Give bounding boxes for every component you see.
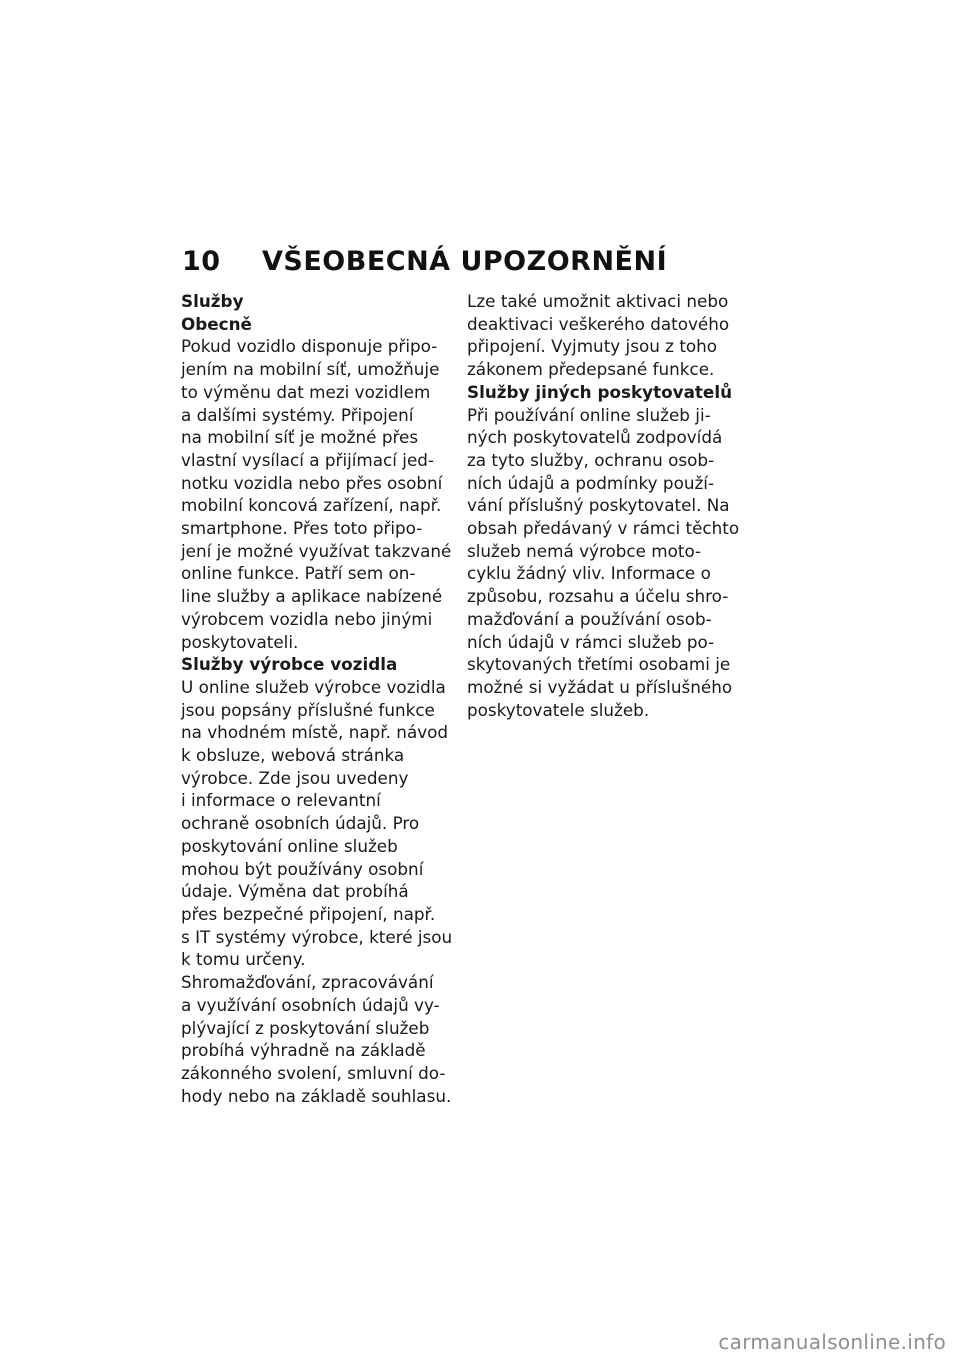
left-text-line: k obsluze, webová stránka bbox=[181, 745, 405, 766]
left-text-line: Shromažďování, zpracovávání bbox=[181, 972, 434, 993]
left-text-line: na vhodném místě, např. návod bbox=[181, 722, 449, 743]
left-text-line: a dalšími systémy. Připojení bbox=[181, 404, 414, 425]
right-text-line: cyklu žádný vliv. Informace o bbox=[467, 563, 711, 584]
left-text-line: poskytování online služeb bbox=[181, 835, 398, 856]
right-text-line: obsah předávaný v rámci těchto bbox=[467, 518, 740, 539]
left-text-line: mohou být používány osobní bbox=[181, 858, 424, 879]
left-text-line: k tomu určeny. bbox=[181, 949, 306, 970]
left-text-line: přes bezpečné připojení, např. bbox=[181, 903, 436, 924]
right-text-line: služeb nemá výrobce moto- bbox=[467, 540, 702, 561]
left-text-line: údaje. Výměna dat probíhá bbox=[181, 881, 409, 902]
left-text-line: s IT systémy výrobce, které jsou bbox=[181, 926, 453, 947]
left-text-line: ochraně osobních údajů. Pro bbox=[181, 813, 420, 834]
right-text-line: ních údajů a podmínky použí- bbox=[467, 472, 714, 493]
left-text-line: probíhá výhradně na základě bbox=[181, 1040, 426, 1061]
right-text-line: poskytovatele služeb. bbox=[467, 699, 650, 720]
right-text-line: způsobu, rozsahu a účelu shro- bbox=[467, 586, 729, 607]
left-text-line: a využívání osobních údajů vy- bbox=[181, 994, 440, 1015]
right-text-line: zákonem předepsané funkce. bbox=[467, 359, 715, 380]
left-text-line: mobilní koncová zařízení, např. bbox=[181, 495, 442, 516]
left-text-line: to výměnu dat mezi vozidlem bbox=[181, 381, 431, 402]
right-text-line: možné si vyžádat u příslušného bbox=[467, 676, 733, 697]
chapter-header bbox=[182, 246, 667, 277]
left-text-line: line služby a aplikace nabízené bbox=[181, 586, 443, 607]
left-text-line: jení je možné využívat takzvané bbox=[181, 540, 452, 561]
left-text-line: jsou popsány příslušné funkce bbox=[181, 699, 435, 720]
left-text-line: notku vozidla nebo přes osobní bbox=[181, 472, 443, 493]
right-text-line: skytovaných třetími osobami je bbox=[467, 654, 731, 675]
left-text-line: i informace o relevantní bbox=[181, 790, 381, 811]
left-section-heading: Služby výrobce vozidla bbox=[181, 654, 398, 675]
left-text-line: jením na mobilní síť, umožňuje bbox=[181, 359, 440, 380]
left-text-line: U online služeb výrobce vozidla bbox=[181, 676, 446, 697]
right-text-line: ních údajů v rámci služeb po- bbox=[467, 631, 715, 652]
left-text-line: Pokud vozidlo disponuje připo- bbox=[181, 336, 438, 357]
right-text-column bbox=[467, 290, 757, 721]
left-section-heading: Obecně bbox=[181, 313, 252, 334]
right-section-heading: Služby jiných poskytovatelů bbox=[467, 381, 733, 402]
right-text-line: ných poskytovatelů zodpovídá bbox=[467, 427, 723, 448]
left-text-line: výrobcem vozidla nebo jinými bbox=[181, 608, 433, 629]
right-text-line: připojení. Vyjmuty jsou z toho bbox=[467, 336, 718, 357]
chapter-title: VŠEOBECNÁ UPOZORNĚNÍ bbox=[262, 246, 668, 277]
watermark-text: carmanualsonline.info bbox=[718, 1330, 946, 1354]
right-text-line: deaktivaci veškerého datového bbox=[467, 313, 730, 334]
right-text-line: Při používání online služeb ji- bbox=[467, 404, 711, 425]
left-text-line: hody nebo na základě souhlasu. bbox=[181, 1085, 452, 1106]
right-text-line: vání příslušný poskytovatel. Na bbox=[467, 495, 730, 516]
left-text-line: poskytovateli. bbox=[181, 631, 299, 652]
left-text-line: smartphone. Přes toto připo- bbox=[181, 518, 423, 539]
left-text-line: výrobce. Zde jsou uvedeny bbox=[181, 767, 409, 788]
right-text-line: Lze také umožnit aktivaci nebo bbox=[467, 291, 729, 311]
left-text-line: zákonného svolení, smluvní do- bbox=[181, 1062, 446, 1083]
right-text-line: mažďování a používání osob- bbox=[467, 608, 712, 629]
left-text-line: na mobilní síť je možné přes bbox=[181, 427, 419, 448]
left-text-line: vlastní vysílací a přijímací jed- bbox=[181, 449, 434, 470]
left-section-heading: Služby bbox=[181, 291, 244, 311]
left-text-line: online funkce. Patří sem on- bbox=[181, 563, 416, 584]
left-text-column bbox=[181, 290, 463, 1107]
chapter-number: 10 bbox=[182, 246, 221, 277]
right-text-line: za tyto služby, ochranu osob- bbox=[467, 449, 715, 470]
left-text-line: plývající z poskytování služeb bbox=[181, 1017, 430, 1038]
